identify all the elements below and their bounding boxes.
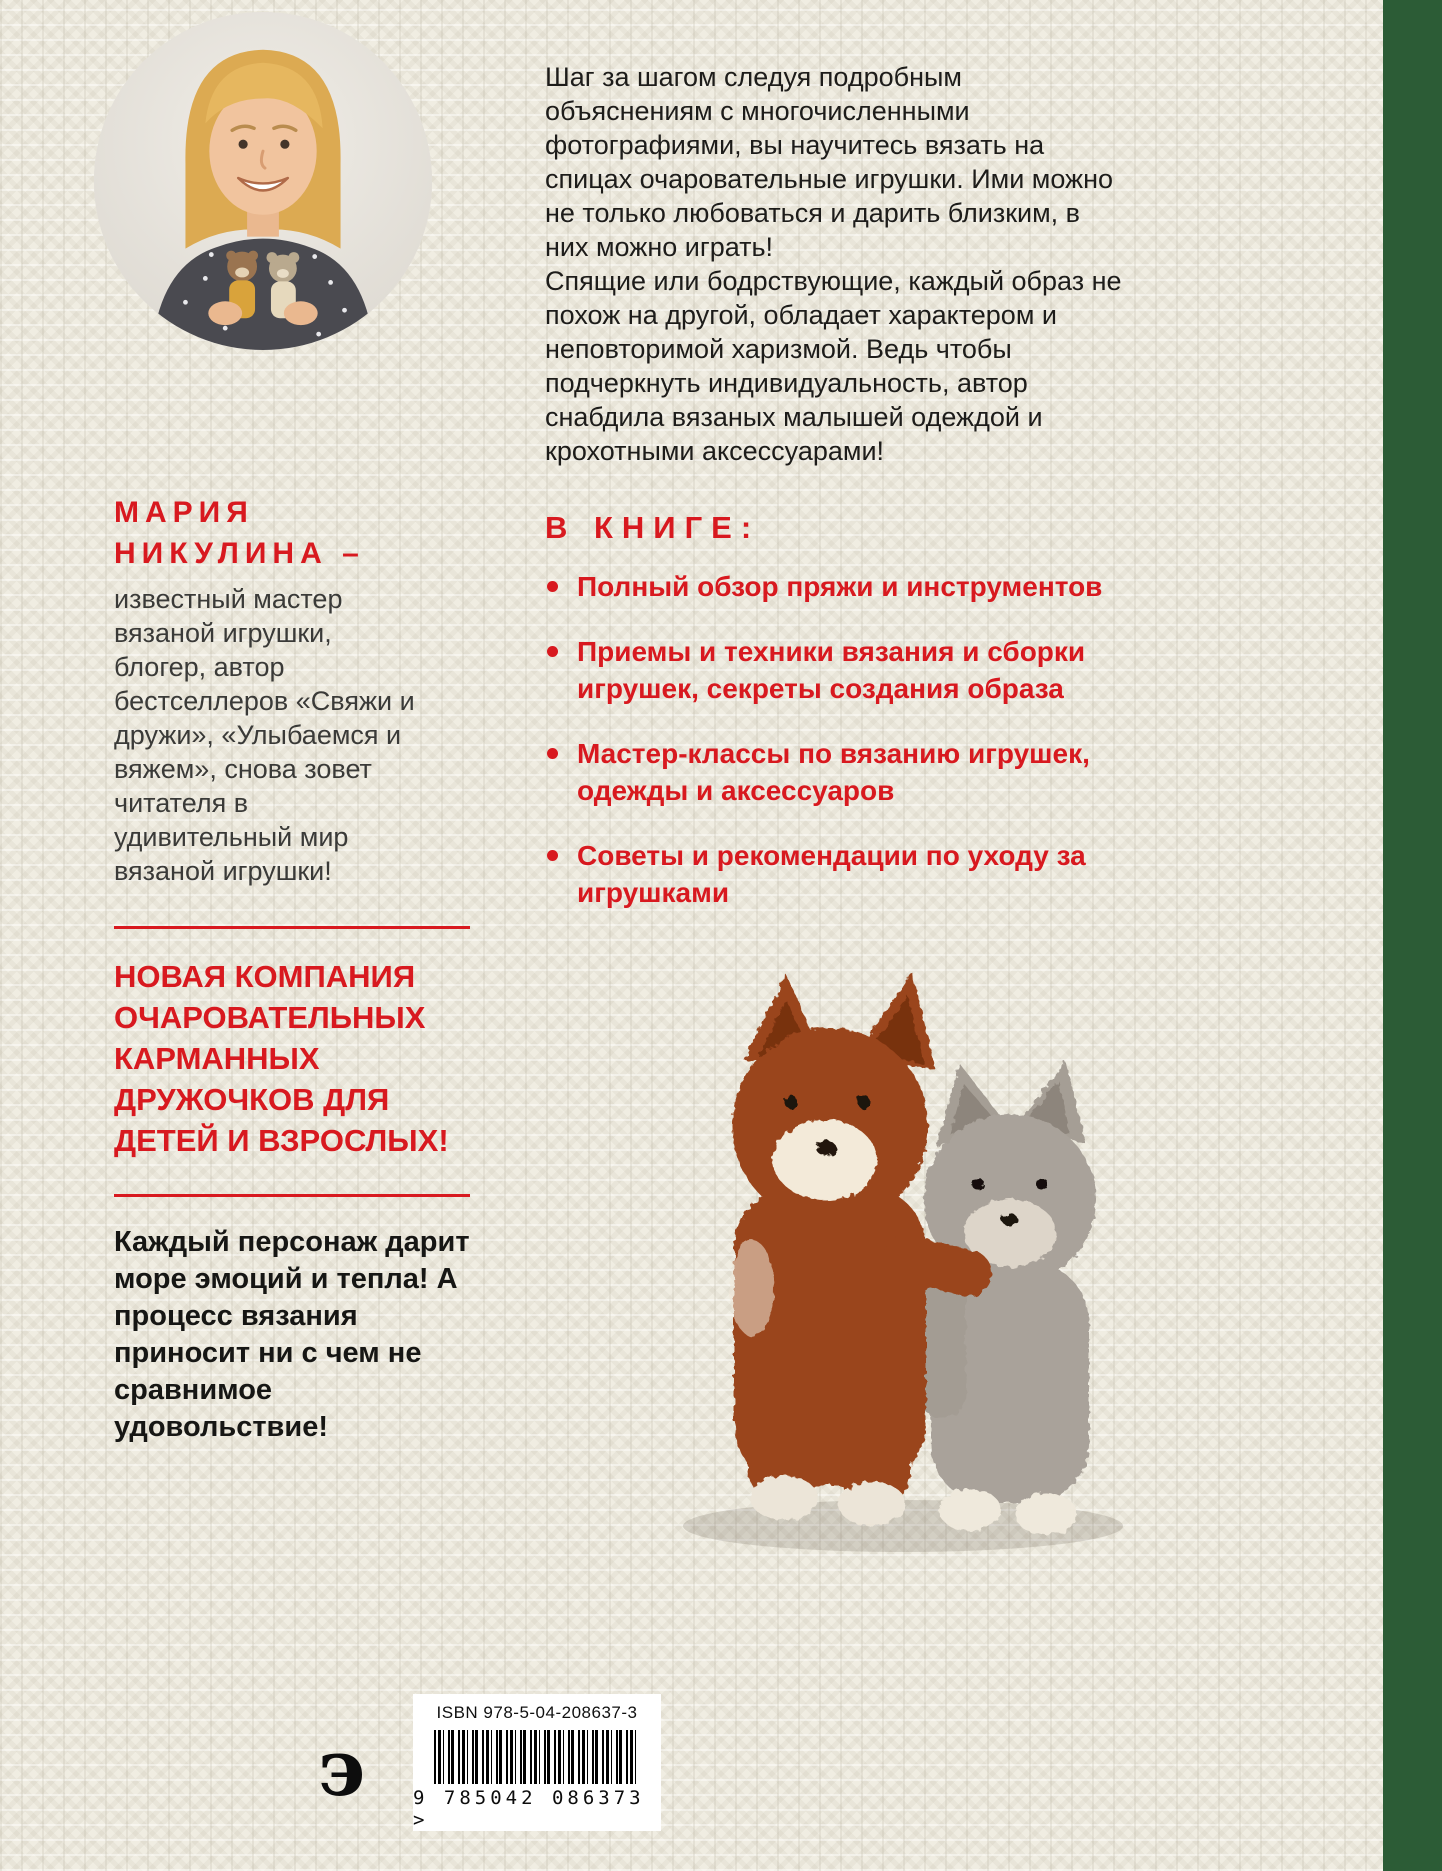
list-item-text: Приемы и техники вязания и сборки игрушек, секреты создания образа xyxy=(577,636,1086,704)
author-bio: известный мастер вязаной игрушки, блогер, автор бестселлеров «Свяжи и дружи», «Улыбаемся и вяжем», снова зовет читателя в удивительный мир вязаной игрушки! xyxy=(114,584,415,886)
list-item-text: Полный обзор пряжи и инструментов xyxy=(577,571,1103,602)
isbn-label: ISBN 978-5-04-208637-3 xyxy=(436,1703,638,1722)
isbn-box xyxy=(413,1694,661,1831)
in-book-heading: В КНИГЕ: xyxy=(545,510,761,545)
toys-illustration xyxy=(618,938,1163,1563)
bullet-icon xyxy=(547,581,558,592)
intro-paragraph-2: Спящие или бодрствующие, каждый образ не похож на другой, обладает характером и неповторимой харизмой. Ведь чтобы подчеркнуть индивидуальность, автор снабдила вязаных малышей одеждой и крохотными аксессуарами! xyxy=(545,266,1122,466)
barcode xyxy=(434,1730,640,1784)
intro-text xyxy=(545,60,1130,468)
in-book-list xyxy=(545,568,1145,939)
promo-tagline: Каждый персонаж дарит море эмоций и тепла! А процесс вязания приносит ни с чем не сравнимое удовольствие! xyxy=(114,1226,470,1443)
toys-photo xyxy=(618,938,1163,1563)
list-item-text: Советы и рекомендации по уходу за игрушками xyxy=(577,840,1086,908)
author-name-line1: МАРИЯ xyxy=(114,496,254,529)
spine-stripe xyxy=(1383,0,1442,1871)
barcode-digits: 9 785042 086373 > xyxy=(413,1787,645,1831)
list-item xyxy=(545,568,1145,605)
author-photo xyxy=(94,12,432,350)
list-item xyxy=(545,735,1145,809)
author-name-line2: НИКУЛИНА – xyxy=(114,537,365,570)
author-name xyxy=(114,492,494,574)
promo-headline: НОВАЯ КОМПАНИЯ ОЧАРОВАТЕЛЬНЫХ КАРМАННЫХ ДРУЖОЧКОВ ДЛЯ ДЕТЕЙ И ВЗРОСЛЫХ! xyxy=(114,959,449,1158)
publisher-logo: э xyxy=(318,1723,366,1814)
red-divider-bottom xyxy=(114,1194,470,1197)
list-item xyxy=(545,633,1145,707)
cat-toy xyxy=(918,1062,1096,1535)
bullet-icon xyxy=(547,850,558,861)
bullet-icon xyxy=(547,748,558,759)
red-divider-top xyxy=(114,926,470,929)
list-item xyxy=(545,837,1145,911)
bullet-icon xyxy=(547,646,558,657)
list-item-text: Мастер-классы по вязанию игрушек, одежды и аксессуаров xyxy=(577,738,1090,806)
intro-paragraph-1: Шаг за шагом следуя подробным объяснениям с многочисленными фотографиями, вы научитесь вязать на спицах очаровательные игрушки. Ими можно не только любоваться и дарить близким, в них можно играть! xyxy=(545,62,1114,262)
author-portrait-illustration xyxy=(94,12,432,350)
